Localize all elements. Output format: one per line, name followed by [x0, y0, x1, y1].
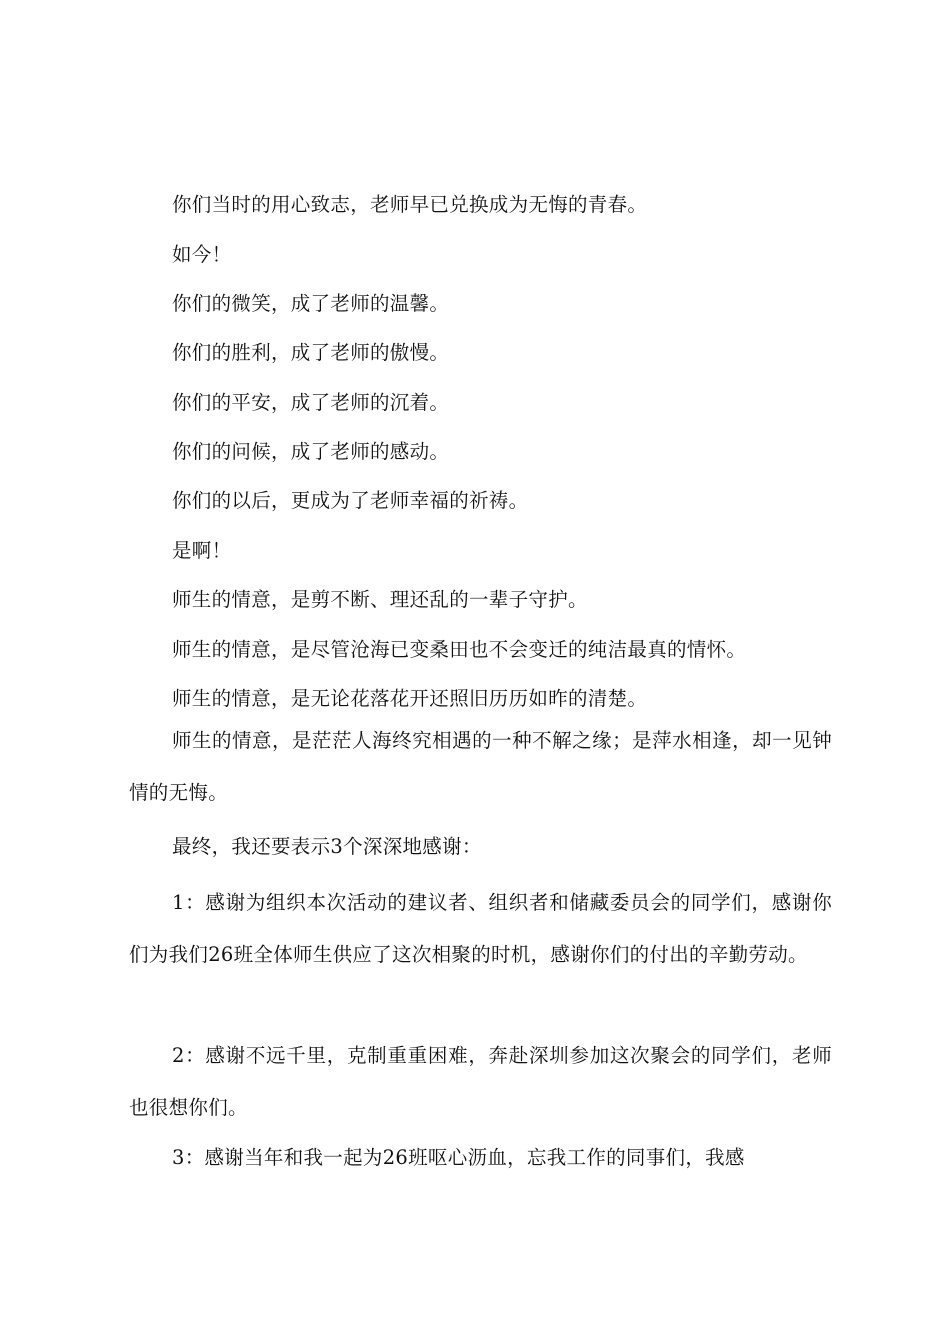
text-line-8: 是啊！ [172, 539, 232, 562]
text-line-11: 师生的情意，是无论花落花开还照旧历历如昨的清楚。 [172, 687, 648, 710]
text-line-6: 你们的问候，成了老师的感动。 [172, 440, 450, 463]
paragraph-thanks-intro: 最终，我还要表示3个深深地感谢： [172, 835, 482, 858]
text-line-7: 你们的以后，更成为了老师幸福的祈祷。 [172, 489, 529, 512]
paragraph-thanks-3: 3：感谢当年和我一起为26班呕心沥血，忘我工作的同事们，我感 [172, 1146, 745, 1169]
text-line-9: 师生的情意，是剪不断、理还乱的一辈子守护。 [172, 588, 588, 611]
text-line-5: 你们的平安，成了老师的沉着。 [172, 391, 450, 414]
paragraph-thanks-1: 1：感谢为组织本次活动的建议者、组织者和储藏委员会的同学们，感谢你们为我们26班全体师生供应了这次相聚的时机，感谢你们的付出的辛勤劳动。 [129, 891, 832, 966]
paragraph-thanks-2: 2：感谢不远千里，克制重重困难，奔赴深圳参加这次聚会的同学们，老师也很想你们。 [129, 1044, 832, 1119]
text-line-2: 如今！ [172, 243, 232, 266]
text-line-10: 师生的情意，是尽管沧海已变桑田也不会变迁的纯洁最真的情怀。 [172, 638, 747, 661]
text-line-1: 你们当时的用心致志，老师早已兑换成为无悔的青春。 [172, 193, 648, 216]
paragraph-bond: 师生的情意，是茫茫人海终究相遇的一种不解之缘；是萍水相逢，却一见钟情的无悔。 [129, 729, 832, 804]
text-line-4: 你们的胜利，成了老师的傲慢。 [172, 341, 450, 364]
text-line-3: 你们的微笑，成了老师的温馨。 [172, 292, 450, 315]
